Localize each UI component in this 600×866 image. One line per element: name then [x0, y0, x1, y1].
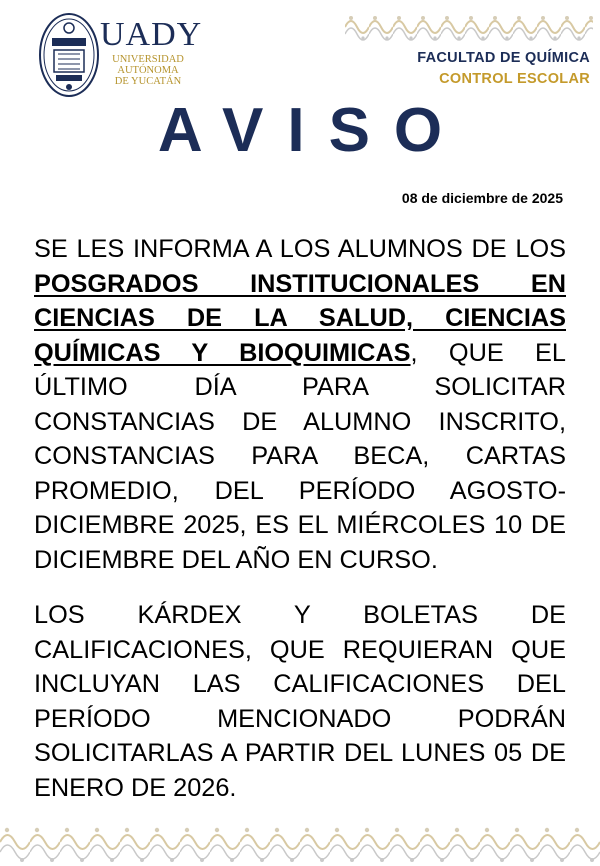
notice-title: AVISO	[157, 96, 467, 165]
university-acronym: UADY	[100, 16, 203, 53]
university-name-line: DE YUCATÁN	[114, 76, 182, 87]
decorative-pattern-bottom	[0, 822, 600, 866]
university-name-line: AUTÓNOMA	[117, 65, 179, 76]
notice-paragraph-2: LOS KÁRDEX Y BOLETAS DE CALIFICACIONES, QUE REQUIERAN QUE INCLUYAN LAS CALIFICACIONES DEL PERÍODO MENCIONADO PODRÁN SOLICITARLAS A PARTIR DEL LUNES 05 DE ENERO DE 2026.	[34, 601, 566, 802]
university-seal-icon	[38, 12, 100, 98]
faculty-block	[417, 50, 590, 87]
university-name-line: UNIVERSIDAD	[112, 54, 184, 65]
program-emphasis: POSGRADOS INSTITUCIONALES EN CIENCIAS DE LA SALUD, CIENCIAS QUÍMICAS Y BIOQUIMICAS	[34, 269, 566, 367]
faculty-name: FACULTAD DE QUÍMICA	[417, 50, 590, 66]
department-name: CONTROL ESCOLAR	[439, 71, 590, 87]
paragraph-rest: , QUE EL ÚLTIMO DÍA PARA SOLICITAR CONSTANCIAS DE ALUMNO INSCRITO, CONSTANCIAS PARA BECA, CARTAS PROMEDIO, DEL PERÍODO AGOSTO-DICIEMBRE 2025, ES EL MIÉRCOLES 10 DE DICIEMBRE DEL AÑO EN CURSO.	[34, 338, 566, 574]
notice-date: 08 de diciembre de 2025	[401, 190, 563, 206]
university-full-name	[100, 54, 196, 87]
notice-paragraph-1	[34, 232, 566, 577]
decorative-pattern-top	[345, 12, 593, 42]
university-logo	[100, 18, 210, 87]
paragraph-lead: SE LES INFORMA A LOS ALUMNOS DE LOS	[34, 235, 566, 263]
